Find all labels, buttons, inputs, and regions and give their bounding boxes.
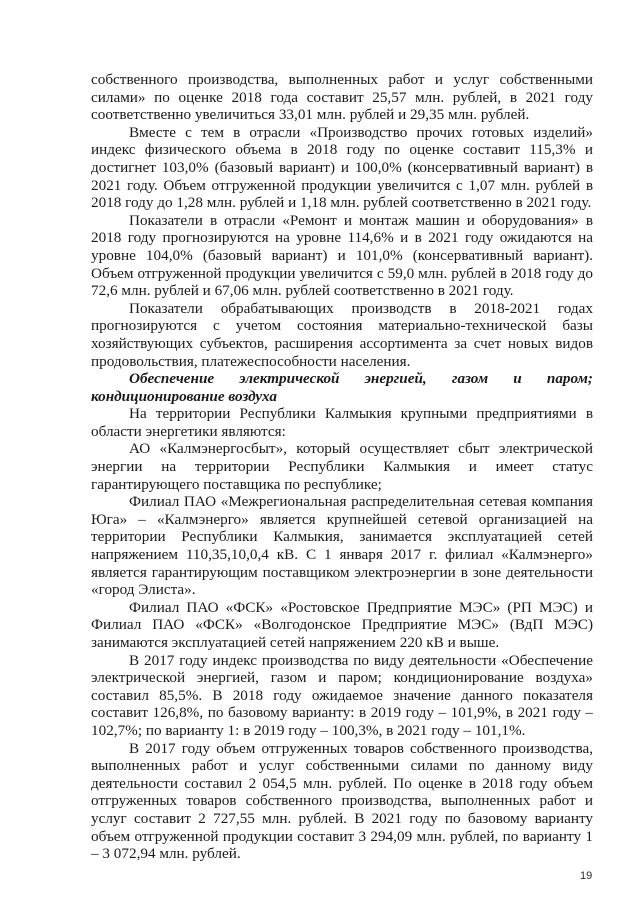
paragraph-manufacturing-forecast: Показатели обрабатывающих производств в 2018-2021 годах прогнозируются с учетом состояния материально-технической базы хозяйствующих субъектов, расширения ассортимента за счет новых видов продовольствия, платежеспособности населения. — [91, 299, 593, 370]
body-text — [91, 71, 593, 863]
paragraph-shipped-volume: В 2017 году объем отгруженных товаров собственного производства, выполненных работ и услуг собственными силами по данному виду деятельности составил 2 054,5 млн. рублей. По оценке в 2018 году объем отгруженных товаров собственного производства, выполненных работ и услуг составит 2 727,55 млн. рублей. В 2021 году по базовому варианту объем отгруженной продукции составит 3 294,09 млн. рублей, по варианту 1 – 3 072,94 млн. рублей. — [91, 739, 593, 863]
paragraph-energy-intro: На территории Республики Калмыкия крупными предприятиями в области энергетики являются: — [91, 405, 593, 440]
paragraph-machine-repair: Показатели в отрасли «Ремонт и монтаж машин и оборудования» в 2018 году прогнозируются на уровне 114,6% и в 2021 году ожидаются на уровне 104,0% (базовый вариант) и 101,0% (консервативный вариант). Объем отгруженной продукции увеличится с 59,0 млн. рублей в 2018 году до 72,6 млн. рублей и 67,06 млн. рублей соответственно в 2021 году. — [91, 211, 593, 300]
paragraph-production-index: В 2017 году индекс производства по виду деятельности «Обеспечение электрической энергией, газом и паром; кондиционирование воздуха» составил 85,5%. В 2018 году ожидаемое значение данного показателя составит 126,8%, по базовому варианту: в 2019 году – 101,9%, в 2021 году – 102,7%; по варианту 1: в 2019 году – 100,3%, в 2021 году – 101,1%. — [91, 651, 593, 739]
paragraph-kalmenergo: Филиал ПАО «Межрегиональная распределительная сетевая компания Юга» – «Калмэнерго» является крупнейшей сетевой организацией на территории Республики Калмыкия, занимается эксплуатацией сетей напряжением 110,35,10,0,4 кВ. С 1 января 2017 г. филиал «Калмэнерго» является гарантирующим поставщиком электроэнергии в зоне деятельности «город Элиста». — [91, 493, 593, 599]
paragraph-other-finished-goods: Вместе с тем в отрасли «Производство прочих готовых изделий» индекс физического объема в 2018 году по оценке составит 115,3% и достигнет 103,0% (базовый вариант) и 100,0% (консервативный вариант) в 2021 году. Объем отгруженной продукции увеличится с 1,07 млн. рублей в 2018 году до 1,28 млн. рублей и 1,18 млн. рублей соответственно в 2021 году. — [91, 123, 593, 212]
section-heading-energy: Обеспечение электрической энергией, газом и паром; кондиционирование воздуха — [91, 370, 593, 405]
paragraph-continuation: собственного производства, выполненных работ и услуг собственными силами» по оценке 2018 года составит 25,57 млн. рублей, в 2021 году соответственно увеличиться 33,01 млн. рублей и 29,35 млн. рублей. — [91, 71, 593, 124]
page-number: 19 — [580, 870, 593, 882]
paragraph-fsk-branches: Филиал ПАО «ФСК» «Ростовское Предприятие МЭС» (РП МЭС) и Филиал ПАО «ФСК» «Волгодонское Предприятие МЭС» (ВдП МЭС) занимаются эксплуатацией сетей напряжением 220 кВ и выше. — [91, 598, 593, 651]
paragraph-kalmenergosbyt: АО «Калмэнергосбыт», который осуществляет сбыт электрической энергии на территории Республики Калмыкия и имеет статус гарантирующего поставщика по республике; — [91, 440, 593, 493]
